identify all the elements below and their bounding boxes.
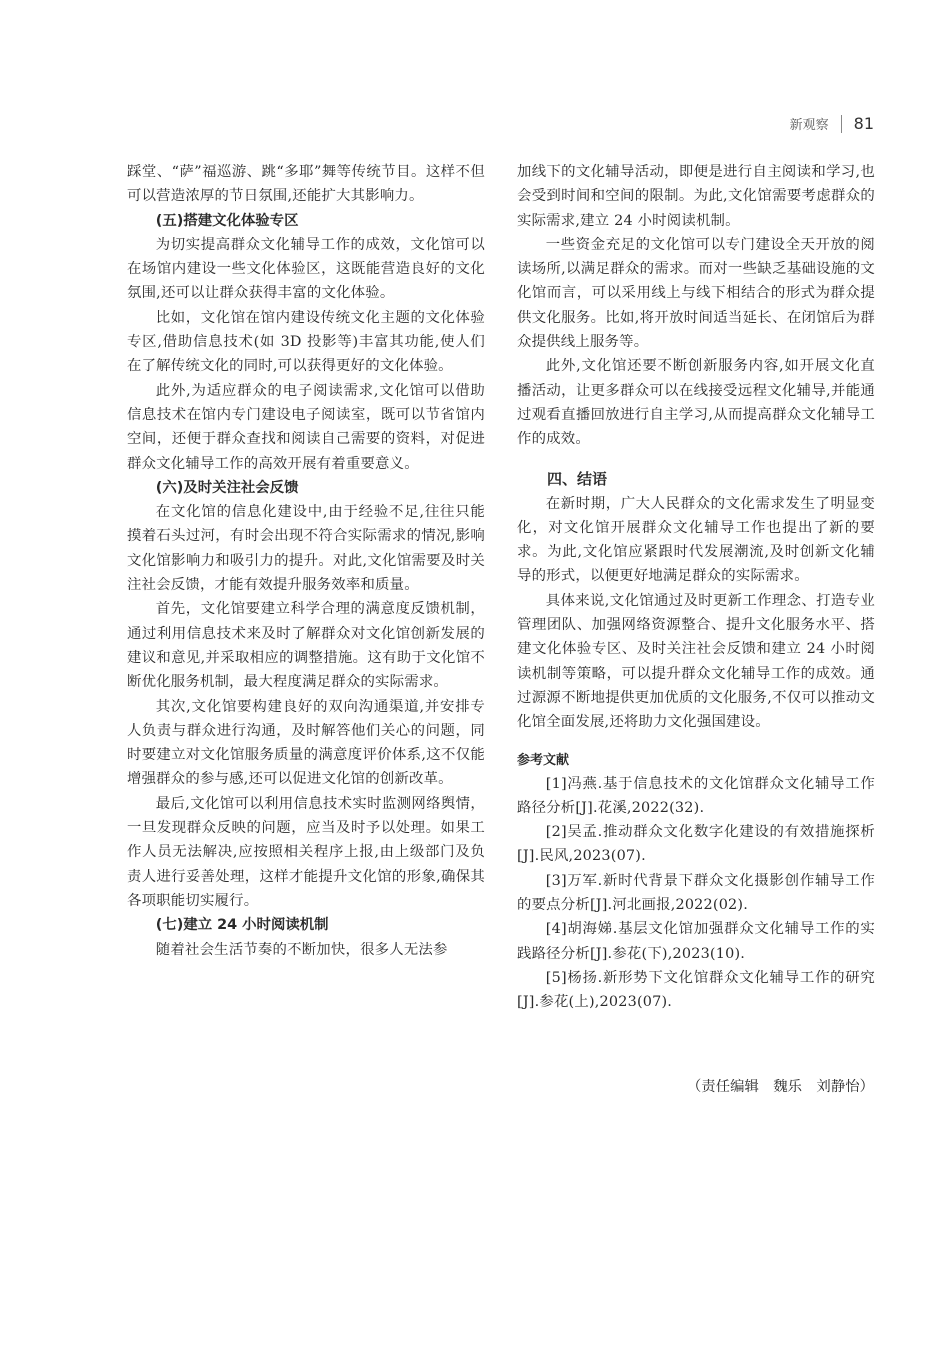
- paragraph: 此外,文化馆还要不断创新服务内容,如开展文化直播活动，让更多群众可以在线接受远程文化辅导,并能通过观看直播回放进行自主学习,从而提高群众文化辅导工作的成效。: [517, 358, 875, 448]
- right-column: [517, 160, 875, 1015]
- running-header: [790, 114, 874, 133]
- paragraph: 最后,文化馆可以利用信息技术实时监测网络舆情，一旦发现群众反映的问题，应当及时予以处理。如果工作人员无法解决,应按照相关程序上报,由上级部门及负责人进行妥善处理，这样才能提升文化馆的形象,确保其各项职能切实履行。: [127, 795, 485, 909]
- conclusion-heading: 四、结语: [547, 469, 608, 488]
- paragraph: 随着社会生活节奏的不断加快，很多人无法参: [155, 941, 448, 958]
- left-column: [127, 160, 485, 962]
- references-title: 参考文献: [517, 752, 570, 768]
- reference-item: [3]万军.新时代背景下群众文化摄影创作辅导工作的要点分析[J].河北画报,2022(02).: [517, 872, 875, 914]
- paragraph: 在文化馆的信息化建设中,由于经验不足,往往只能摸着石头过河，有时会出现不符合实际需求的情况,影响文化馆影响力和吸引力的提升。对此,文化馆需要及时关注社会反馈，才能有效提升服务效率和质量。: [127, 504, 485, 594]
- paragraph: 在新时期，广大人民群众的文化需求发生了明显变化，对文化馆开展群众文化辅导工作也提出了新的要求。为此,文化馆应紧跟时代发展潮流,及时创新文化辅导的形式，以便更好地满足群众的实际需求。: [517, 495, 875, 585]
- section-heading: (七)建立 24 小时阅读机制: [155, 917, 329, 934]
- paragraph: 首先，文化馆要建立科学合理的满意度反馈机制，通过利用信息技术来及时了解群众对文化馆创新发展的建议和意见,并采取相应的调整措施。这有助于文化馆不断优化服务机制，最大程度满足群众的实际需求。: [127, 601, 485, 691]
- reference-item: [4]胡海娣.基层文化馆加强群众文化辅导工作的实践路径分析[J].参花(下),2023(10).: [517, 921, 875, 962]
- paragraph: 比如，文化馆在馆内建设传统文化主题的文化体验专区,借助信息技术(如 3D 投影等)丰富其功能,使人们在了解传统文化的同时,可以获得更好的文化体验。: [127, 309, 485, 375]
- editor-credit: （责任编辑 魏乐 刘静怡）: [686, 1079, 874, 1095]
- header-divider: [841, 115, 842, 133]
- paragraph: 一些资金充足的文化馆可以专门建设全天开放的阅读场所,以满足群众的需求。而对一些缺乏基础设施的文化馆而言，可以采用线上与线下相结合的形式为群众提供文化服务。比如,将开放时间适当延长、在闭馆后为群众提供线上服务等。: [517, 236, 875, 351]
- paragraph: 踩堂、“萨”福巡游、跳“多耶”舞等传统节目。这样不但可以营造浓厚的节日氛围,还能扩大其影响力。: [127, 164, 485, 205]
- paragraph: 此外,为适应群众的电子阅读需求,文化馆可以借助信息技术在馆内专门建设电子阅读室，既可以节省馆内空间，还便于群众查找和阅读自己需要的资料，对促进群众文化辅导工作的高效开展有着重要意义。: [127, 382, 485, 472]
- paragraph: 加线下的文化辅导活动，即便是进行自主阅读和学习,也会受到时间和空间的限制。为此,文化馆需要考虑群众的实际需求,建立 24 小时阅读机制。: [517, 164, 875, 229]
- section-heading: (六)及时关注社会反馈: [155, 479, 299, 496]
- paragraph: 具体来说,文化馆通过及时更新工作理念、打造专业管理团队、加强网络资源整合、提升文化服务水平、搭建文化体验专区、及时关注社会反馈和建立 24 小时阅读机制等策略，可以提升群众文化辅导工作的成效。通过源源不断地提供更加优质的文化服务,不仅可以推动文化馆全面发展,还将助力文化强国建设。: [517, 592, 875, 731]
- reference-item: [1]冯燕.基于信息技术的文化馆群众文化辅导工作路径分析[J].花溪,2022(32).: [517, 775, 875, 816]
- reference-item: [5]杨扬.新形势下文化馆群众文化辅导工作的研究[J].参花(上),2023(07).: [517, 969, 875, 1011]
- paragraph: 为切实提高群众文化辅导工作的成效，文化馆可以在场馆内建设一些文化体验区，这既能营造良好的文化氛围,还可以让群众获得丰富的文化体验。: [127, 236, 485, 302]
- section-name: 新观察: [789, 118, 829, 133]
- section-heading: (五)搭建文化体验专区: [155, 212, 299, 229]
- paragraph: 其次,文化馆要构建良好的双向沟通渠道,并安排专人负责与群众进行沟通，及时解答他们关心的问题，同时要建立对文化馆服务质量的满意度评价体系,这不仅能增强群众的参与感,还可以促进文化馆的创新改革。: [127, 698, 485, 788]
- page-number: 81: [853, 114, 874, 133]
- reference-item: [2]吴孟.推动群众文化数字化建设的有效措施探析[J].民风,2023(07).: [517, 824, 875, 865]
